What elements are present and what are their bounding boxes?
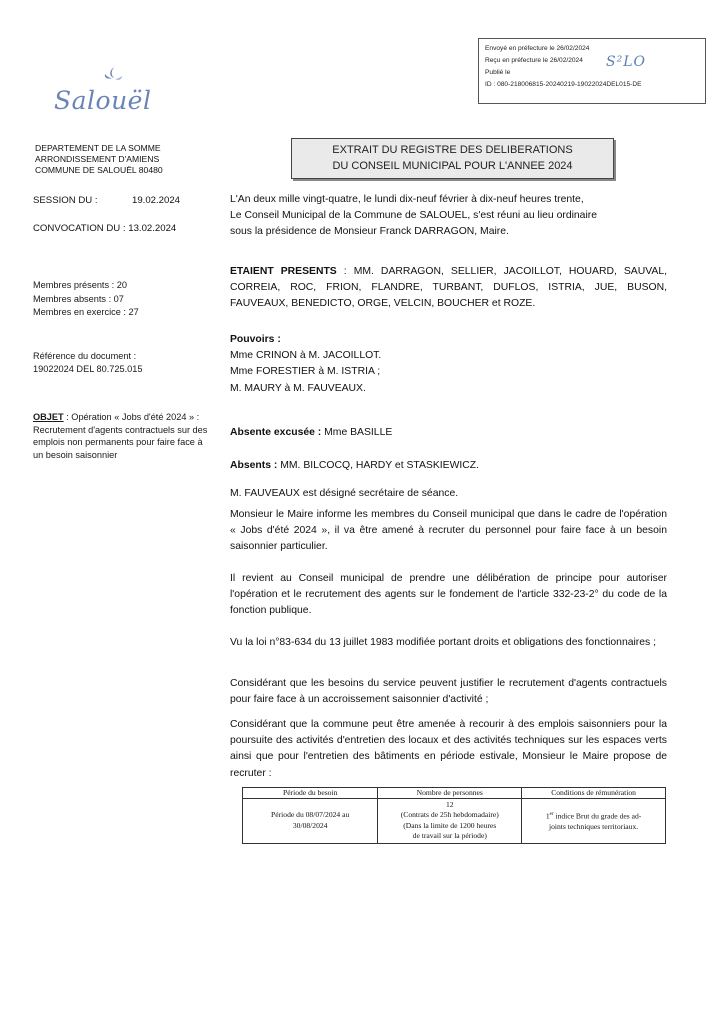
intro-line-2: Le Conseil Municipal de la Commune de SALOUEL, s'est réuni au lieu ordinaire [230, 210, 598, 222]
secretaire-line: M. FAUVEAUX est désigné secrétaire de séance. [230, 488, 459, 499]
stamp-id: ID : 080-218006815-20240219-19022024DEL015-DE [485, 81, 642, 88]
department-line: DEPARTEMENT DE LA SOMME [35, 143, 161, 153]
stamp-published: Publié le [485, 69, 511, 76]
members-summary [33, 279, 139, 320]
header-periode: Période du besoin [243, 788, 378, 799]
presents-paragraph [230, 264, 667, 313]
count-note: (Contrats de 25h hebdomadaire) [400, 810, 499, 820]
objet-text: : Opération « Jobs d'été 2024 » : Recrutement d'agents contractuels sur des emplois non permanents pour faire face à un besoin saisonnier [33, 412, 208, 460]
period-line: Période du 08/07/2024 au [271, 810, 350, 820]
document-reference [33, 350, 143, 376]
intro-paragraph [230, 192, 667, 241]
department-header [35, 143, 210, 176]
objet-label: OBJET [33, 412, 64, 422]
members-exercice: Membres en exercice : 27 [33, 307, 139, 318]
count-note: de travail sur la période) [412, 831, 487, 841]
pouvoir-item: Mme FORESTIER à M. ISTRIA ; [230, 366, 381, 378]
absente-excusee-line [230, 425, 667, 441]
paragraph-vu-la-loi: Vu la loi n°83-634 du 13 juillet 1983 modifiée portant droits et obligations des fonctionnaires ; [230, 637, 657, 648]
intro-line-1: L'An deux mille vingt-quatre, le lundi dix-neuf février à dix-neuf heures trente, [230, 194, 584, 205]
pouvoirs-label: Pouvoirs : [230, 334, 281, 345]
table-row [243, 799, 666, 844]
session-date: 19.02.2024 [132, 195, 181, 206]
absents-line [230, 458, 667, 474]
stamp-received-date: Reçu en préfecture le 26/02/2024 [485, 57, 583, 64]
paragraph-deliberation: Il revient au Conseil municipal de prendre une délibération de principe pour autoriser l'opération et le recrutement des agents sur le fondement de l'article 332-23-2° du code de la fonction publique. [230, 573, 667, 617]
condition-line [525, 810, 662, 822]
objet-block [33, 411, 213, 461]
document-title-box [291, 138, 614, 179]
absente-label: Absente excusée : [230, 427, 322, 438]
title-line-1: EXTRAIT DU REGISTRE DES DELIBERATIONS [332, 144, 573, 156]
reference-label: Référence du document : [33, 351, 137, 361]
cell-nombre [378, 799, 522, 844]
members-absent: Membres absents : 07 [33, 293, 124, 304]
period-line: 30/08/2024 [292, 820, 328, 830]
stamp-sent-date: Envoyé en préfecture le 26/02/2024 [485, 45, 590, 52]
condition-index-sup: er [549, 811, 554, 817]
condition-index: 1 [545, 811, 550, 821]
absente-name: Mme BASILLE [321, 427, 393, 438]
town-logo-text: Salouël [54, 86, 152, 115]
pouvoir-item: M. MAURY à M. FAUVEAUX. [230, 382, 366, 394]
slo-stamp-mark: S²LO [606, 54, 646, 70]
header-nombre: Nombre de personnes [378, 788, 522, 799]
paragraph-considerant-emplois: Considérant que la commune peut être amenée à recourir à des emplois saisonniers pour la poursuite des activités d'entretien des locaux et des activités techniques sur les espaces verts ainsi que pour l'entretien des bâtiments en période estivale, Monsieur le Maire propose de recruter : [230, 719, 667, 779]
reference-value: 19022024 DEL 80.725.015 [33, 364, 143, 374]
condition-text: indice Brut du grade des ad- [553, 811, 642, 821]
table-header-row [243, 788, 666, 799]
session-label: SESSION DU : [33, 195, 98, 206]
members-present: Membres présents : 20 [33, 280, 127, 290]
condition-text: joints techniques territoriaux. [548, 821, 639, 831]
arrondissement-line: ARRONDISSEMENT D'AMIENS [35, 154, 160, 164]
presents-list: : MM. DARRAGON, SELLIER, JACOILLOT, HOUARD, SAUVAL, CORREIA, ROC, FRION, FLANDRE, TURBANT, DUFLOS, ISTRIA, JUE, BUSON, FAUVEAUX, BENEDICTO, ORGE, VELCIN, BOUCHER et ROZE. [230, 266, 668, 310]
recruitment-table [242, 787, 666, 844]
convocation-date: CONVOCATION DU : 13.02.2024 [33, 223, 177, 234]
count-note: (Dans la limite de 1200 heures [403, 820, 497, 830]
pouvoirs-block [230, 332, 667, 397]
paragraph-maire-informe: Monsieur le Maire informe les membres du Conseil municipal que dans le cadre de l'opération « Jobs d'été 2024 », il va être amené à recruter du personnel pour faire face à un besoin saisonnier particulier. [230, 509, 667, 553]
absents-names: MM. BILCOCQ, HARDY et STASKIEWICZ. [277, 460, 480, 471]
header-conditions: Conditions de rémunération [522, 788, 666, 799]
prefecture-stamp [478, 38, 706, 104]
cell-conditions [522, 799, 666, 844]
paragraph-considerant-besoins: Considérant que les besoins du service peuvent justifier le recrutement d'agents contractuels pour faire face à un accroissement saisonnier d'activité ; [230, 678, 667, 706]
pouvoir-item: Mme CRINON à M. JACOILLOT. [230, 350, 382, 362]
title-line-2: DU CONSEIL MUNICIPAL POUR L'ANNEE 2024 [332, 159, 573, 172]
intro-line-3: sous la présidence de Monsieur Franck DARRAGON, Maire. [230, 226, 509, 238]
presents-label: ETAIENT PRESENTS [230, 266, 337, 277]
count-value: 12 [445, 800, 454, 809]
commune-line: COMMUNE DE SALOUËL 80480 [35, 165, 163, 175]
absents-label: Absents : [230, 460, 278, 471]
cell-periode [243, 799, 378, 844]
